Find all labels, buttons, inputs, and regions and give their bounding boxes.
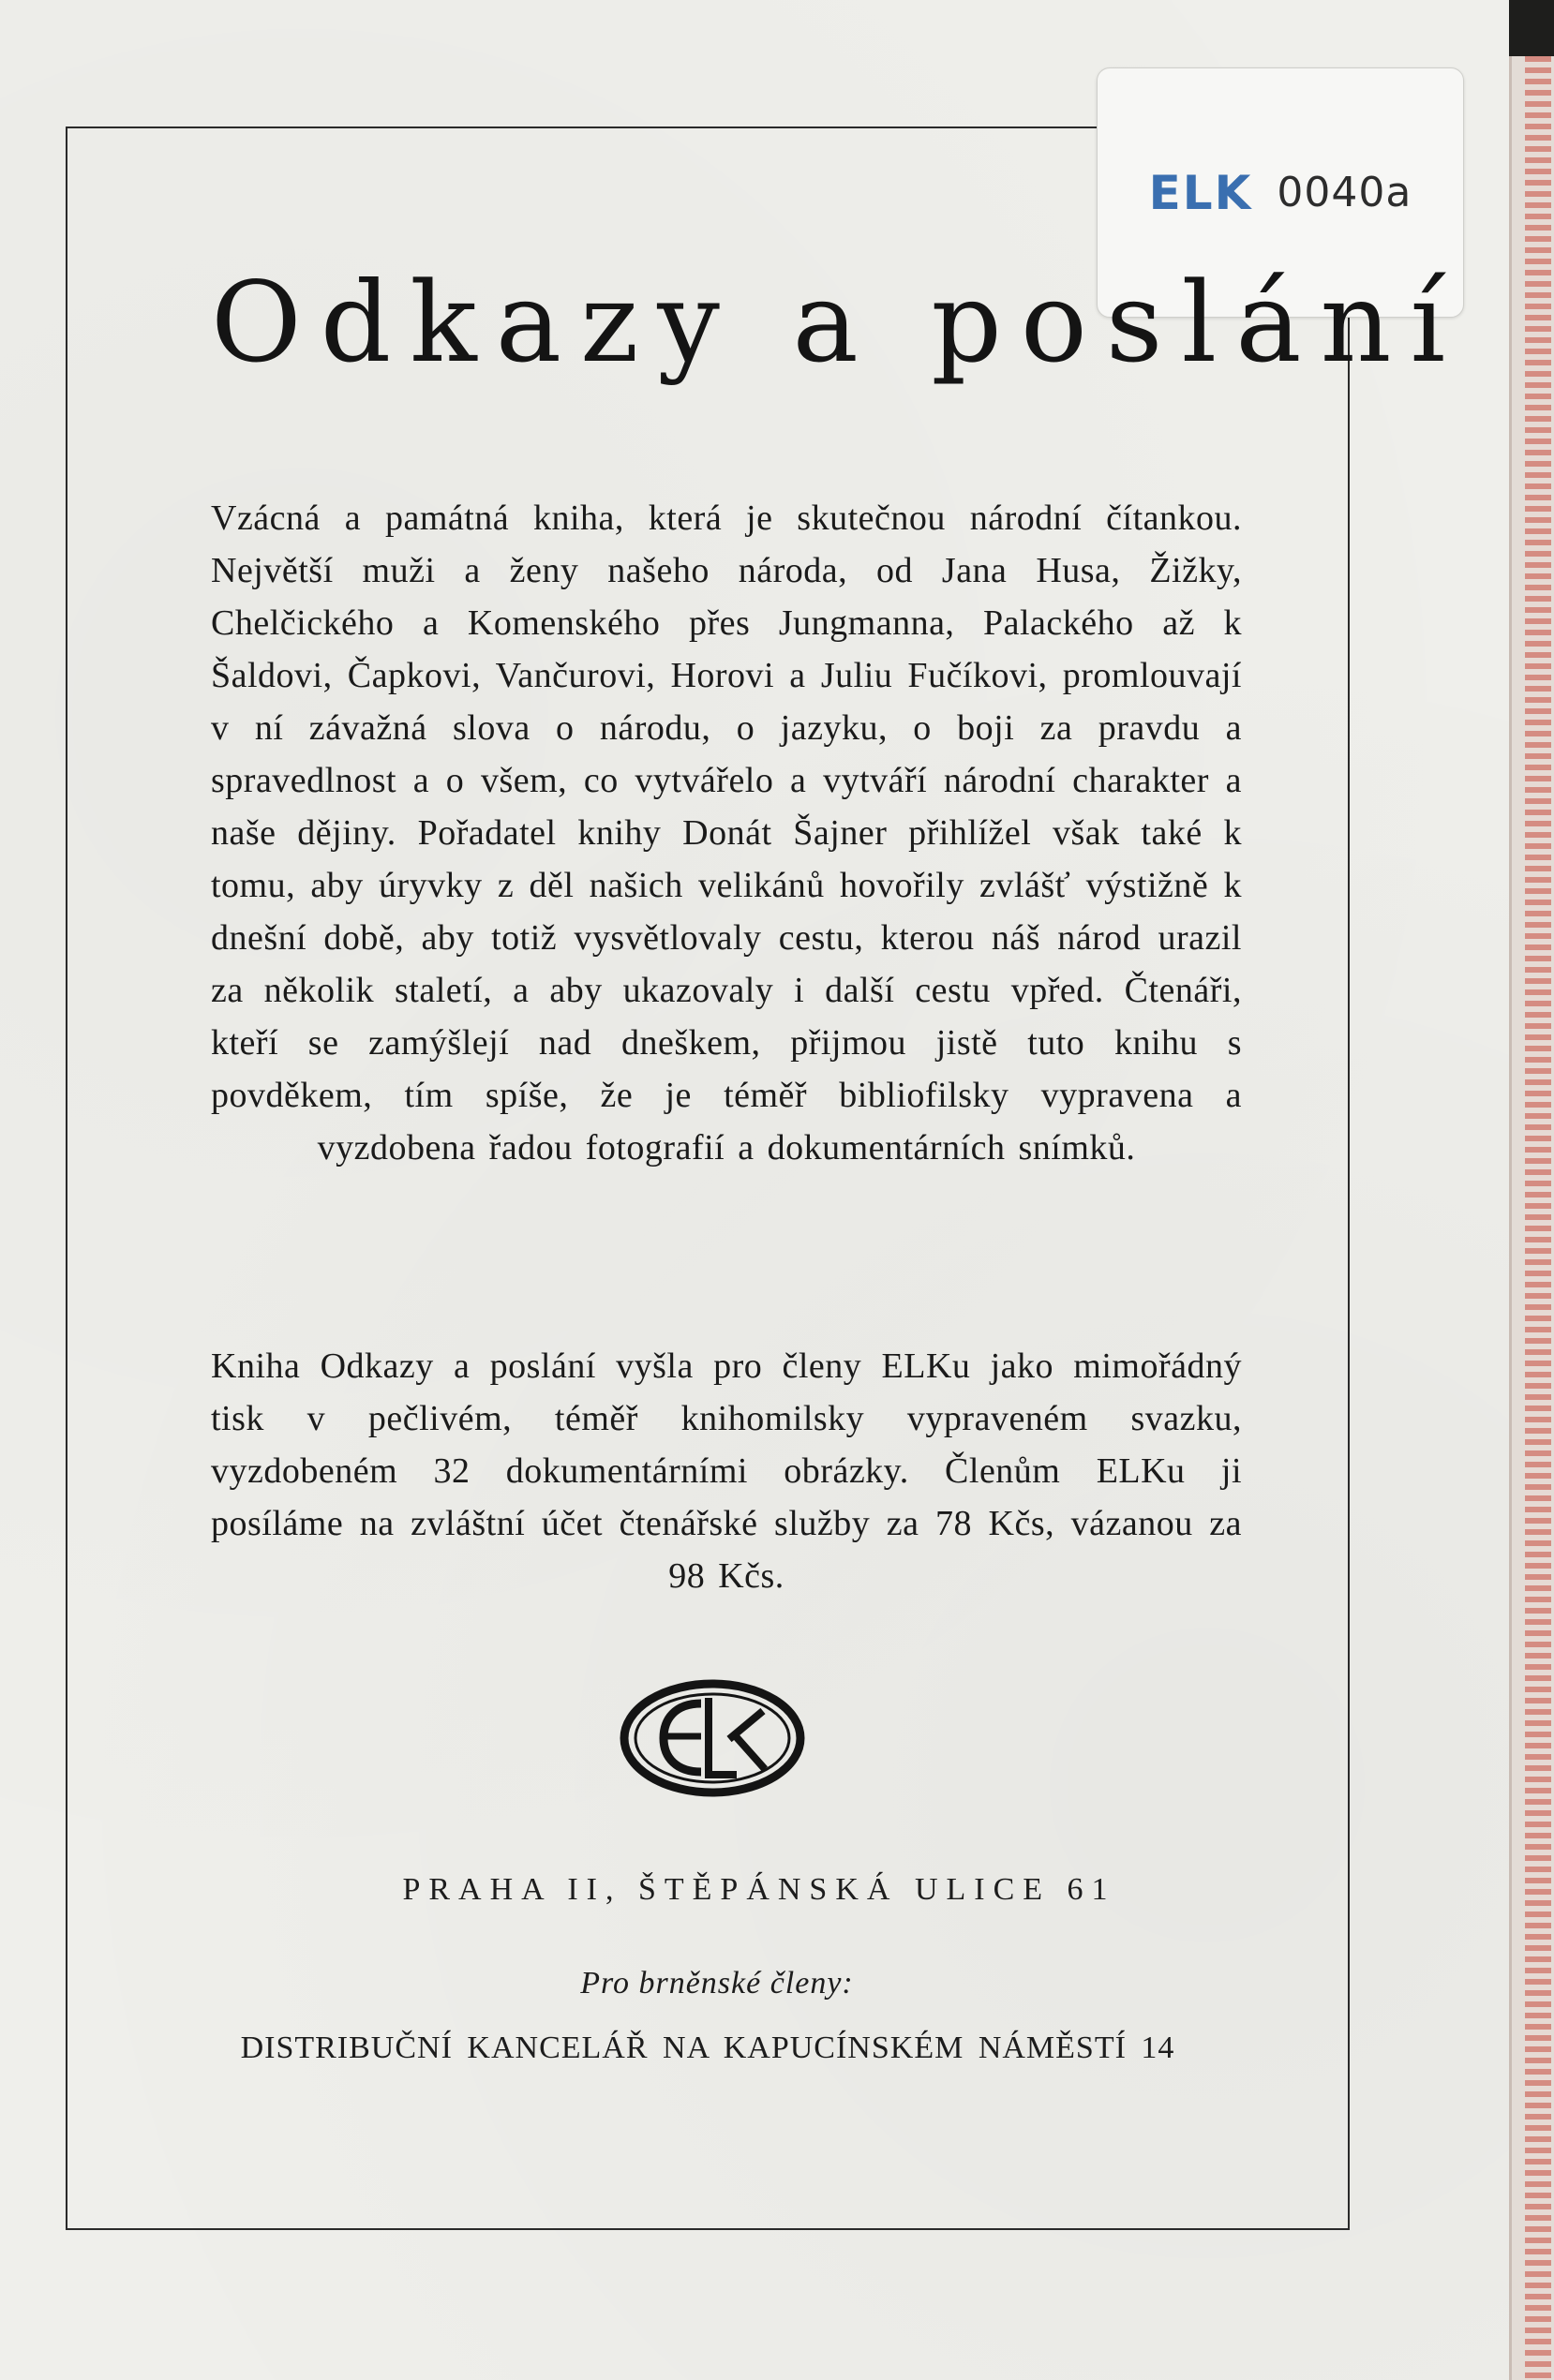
elk-logo [619, 1677, 806, 1799]
offer-paragraph: Kniha Odkazy a poslání vyšla pro členy ELKu jako mimořádný tisk v pečlivém, téměř knihomilsky vypraveném svazku, vyzdobeném 32 dokumentárními obrázky. Členům ELKu ji posíláme na zvláštní účet čtenářské služby za 78 Kčs, vázanou za 98 Kčs. [211, 1346, 1242, 1596]
book-title: Odkazy a poslání [211, 258, 1465, 387]
spine-top-edge [1509, 0, 1554, 56]
spine-strip [1509, 56, 1554, 2380]
label-code: ELK [1148, 165, 1253, 220]
cover-frame [66, 126, 1350, 2230]
brno-members-label: Pro brněnské členy: [580, 1966, 854, 2001]
label-number: 0040a [1277, 169, 1412, 216]
description-paragraph: Vzácná a památná kniha, která je skutečnou národní čítankou. Největší muži a ženy našeho národa, od Jana Husa, Žižky, Chelčického a Komenského přes Jungmanna, Palackého až k Šaldovi, Čapkovi, Vančurovi, Horovi a Juliu Fučíkovi, promlouvají v ní závažná slova o národu, o jazyku, o boji za pravdu a spravedlnost a o všem, co vytvářelo a vytváří národní charakter a naše dějiny. Pořadatel knihy Donát Šajner přihlížel však také k tomu, aby úryvky z děl našich velikánů hovořily zvlášť výstižně k dnešní době, aby totiž vysvětlovaly cestu, kterou náš národ urazil za několik staletí, a aby ukazovaly i další cestu vpřed. Čtenáři, kteří se zamýšlejí nad dneškem, přijmou jistě tuto knihu s povděkem, tím spíše, že je téměř bibliofilsky vypravena a vyzdobena řadou fotografií a dokumentárních snímků. [211, 498, 1242, 1168]
publisher-address: PRAHA II, ŠTĚPÁNSKÁ ULICE 61 [402, 1872, 1116, 1907]
distribution-office: DISTRIBUČNÍ KANCELÁŘ NA KAPUCÍNSKÉM NÁMĚSTÍ 14 [240, 2030, 1175, 2065]
